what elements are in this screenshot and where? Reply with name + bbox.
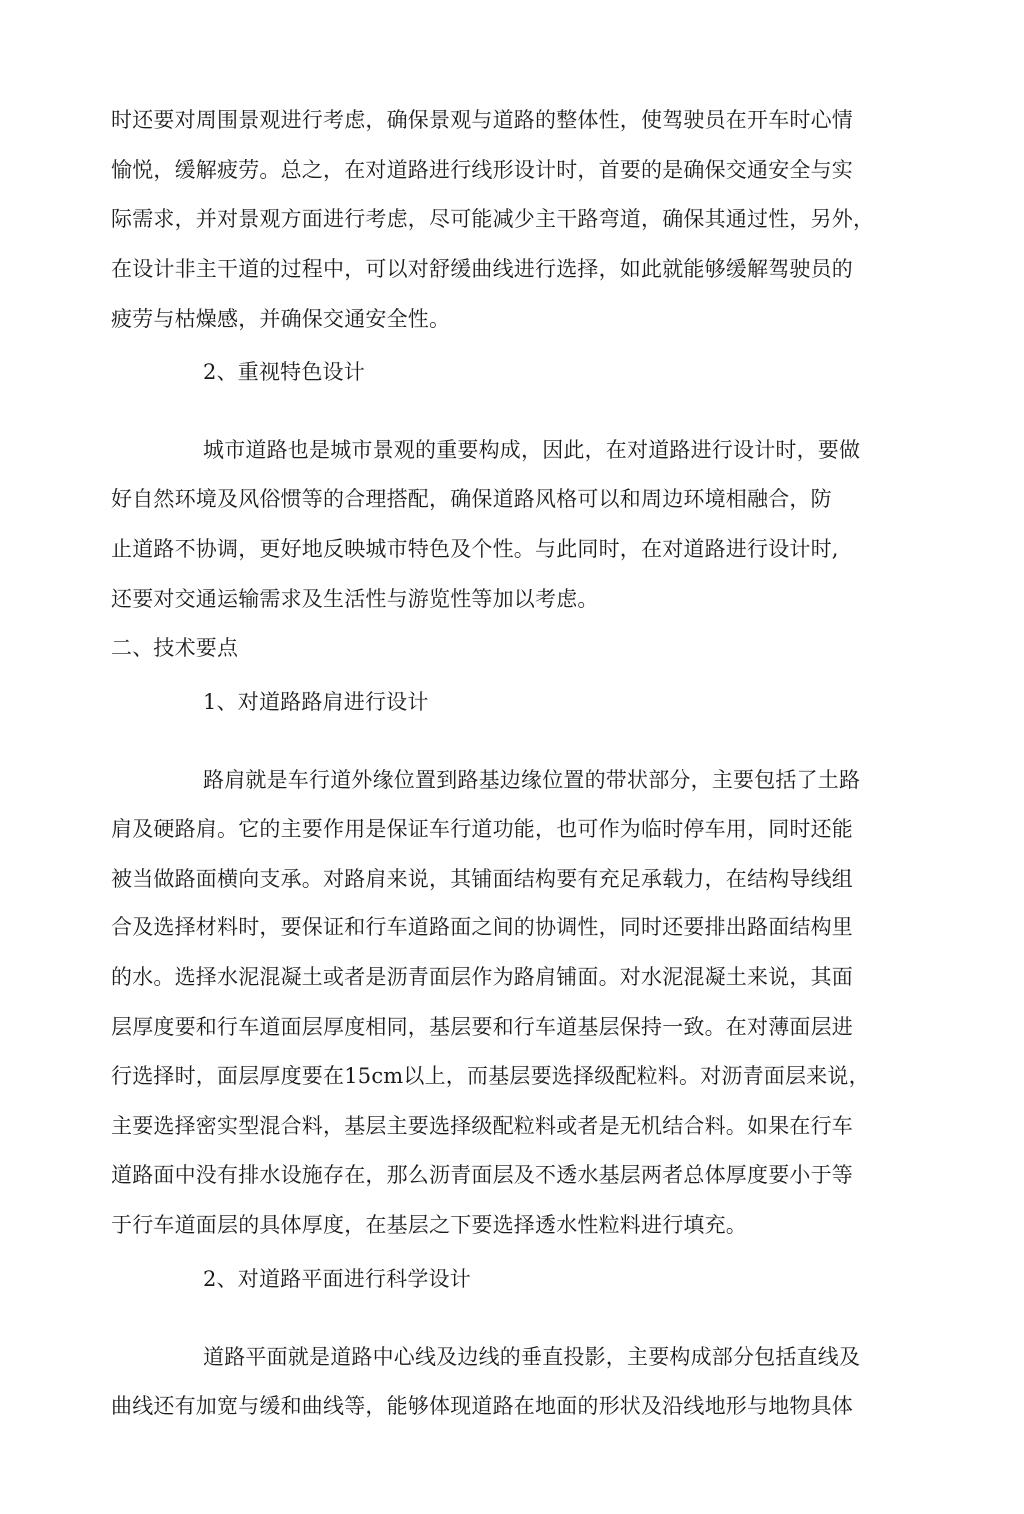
paragraph-line: 于行车道面层的具体厚度，在基层之下要选择透水性粒料进行填充。 [111, 1213, 747, 1237]
paragraph-line: 疲劳与枯燥感，并确保交通安全性。 [111, 307, 451, 331]
paragraph-line: 路肩就是车行道外缘位置到路基边缘位置的带状部分，主要包括了土路 [203, 768, 861, 792]
paragraph-line: 合及选择材料时，要保证和行车道路面之间的协调性，同时还要排出路面结构里 [111, 915, 853, 939]
paragraph-line: 肩及硬路肩。它的主要作用是保证车行道功能，也可作为临时停车用，同时还能 [111, 817, 853, 841]
paragraph-line: 时还要对周围景观进行考虑，确保景观与道路的整体性，使驾驶员在开车时心情 [111, 108, 853, 132]
paragraph-line: 行选择时，面层厚度要在15cm以上，而基层要选择级配粒料。对沥青面层来说， [111, 1064, 870, 1088]
paragraph-line: 愉悦，缓解疲劳。总之，在对道路进行线形设计时，首要的是确保交通安全与实 [111, 158, 853, 182]
paragraph-line: 层厚度要和行车道面层厚度相同，基层要和行车道基层保持一致。在对薄面层进 [111, 1015, 853, 1039]
paragraph-line: 城市道路也是城市景观的重要构成，因此，在对道路进行设计时，要做 [203, 438, 861, 462]
paragraph-line: 止道路不协调，更好地反映城市特色及个性。与此同时，在对道路进行设计时, [111, 537, 839, 561]
section-heading: 2、对道路平面进行科学设计 [203, 1267, 471, 1291]
paragraph-line: 道路平面就是道路中心线及边线的垂直投影，主要构成部分包括直线及 [203, 1345, 861, 1369]
paragraph-line: 好自然环境及风俗惯等的合理搭配，确保道路风格可以和周边环境相融合，防 [111, 487, 832, 511]
paragraph-line: 主要选择密实型混合料，基层主要选择级配粒料或者是无机结合料。如果在行车 [111, 1114, 853, 1138]
paragraph-line: 道路面中没有排水设施存在，那么沥青面层及不透水基层两者总体厚度要小于等 [111, 1163, 853, 1187]
paragraph-line: 还要对交通运输需求及生活性与游览性等加以考虑。 [111, 587, 599, 611]
paragraph-line: 际需求，并对景观方面进行考虑，尽可能减少主干路弯道，确保其通过性，另外， [111, 207, 875, 231]
paragraph-line: 被当做路面横向支承。对路肩来说，其铺面结构要有充足承载力，在结构导线组 [111, 867, 853, 891]
section-heading: 1、对道路路肩进行设计 [203, 690, 429, 714]
paragraph-line: 在设计非主干道的过程中，可以对舒缓曲线进行选择，如此就能够缓解驾驶员的 [111, 257, 853, 281]
section-heading: 二、技术要点 [111, 636, 239, 660]
section-heading: 2、重视特色设计 [203, 360, 365, 384]
paragraph-line: 曲线还有加宽与缓和曲线等，能够体现道路在地面的形状及沿线地形与地物具体 [111, 1394, 853, 1418]
paragraph-line: 的水。选择水泥混凝土或者是沥青面层作为路肩铺面。对水泥混凝土来说，其面 [111, 965, 853, 989]
